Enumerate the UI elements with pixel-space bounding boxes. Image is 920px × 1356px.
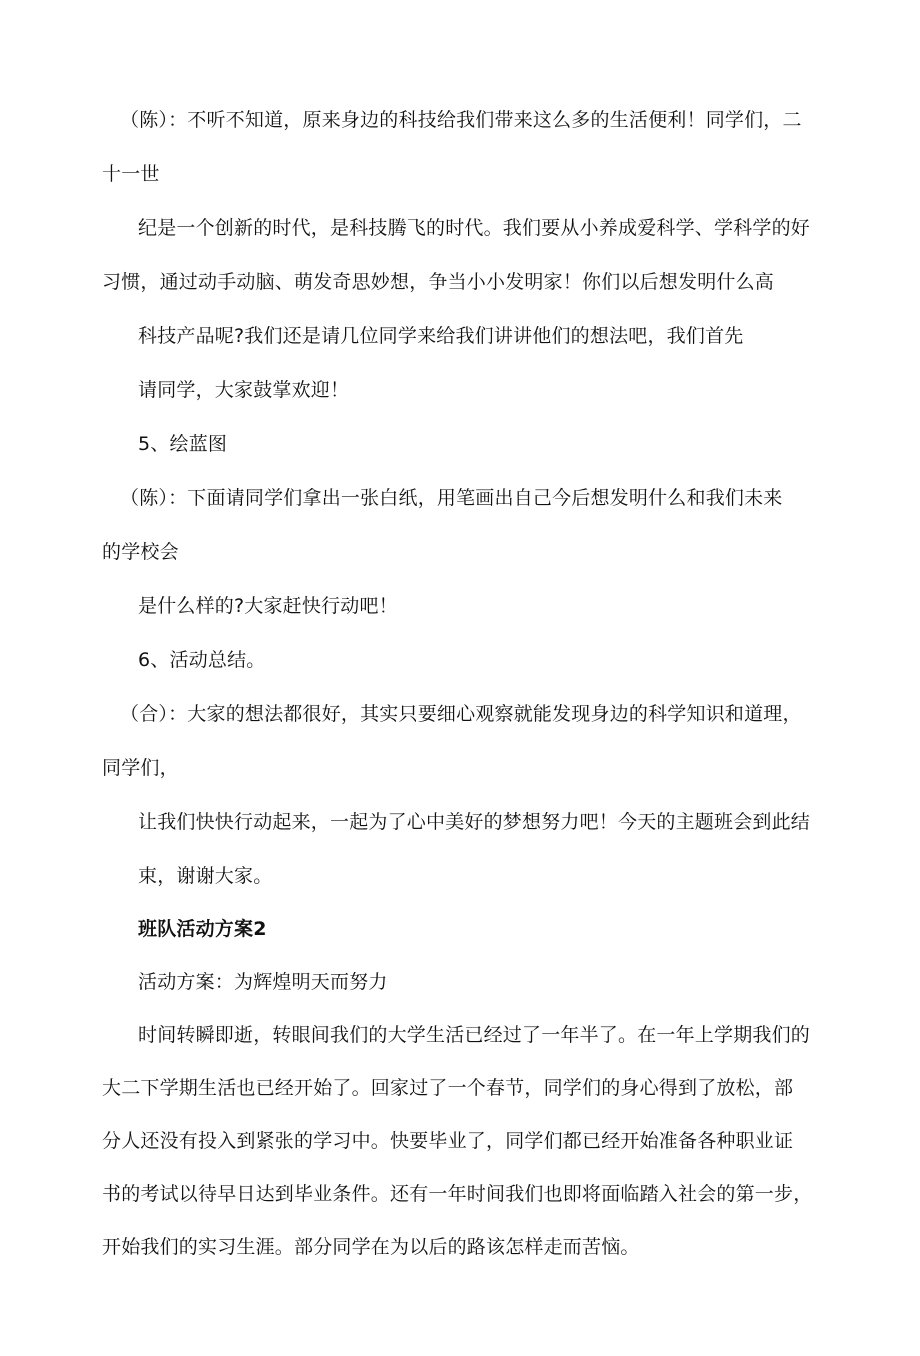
section-heading: 5、绘蓝图 xyxy=(138,433,228,455)
plan-title: 班队活动方案2 xyxy=(138,918,267,940)
text-line: 大二下学期生活也已经开始了。回家过了一个春节，同学们的身心得到了放松，部 xyxy=(102,1077,794,1099)
text-line: 请同学，大家鼓掌欢迎！ xyxy=(138,379,350,401)
text-line: 习惯，通过动手动脑、萌发奇思妙想，争当小小发明家！你们以后想发明什么高 xyxy=(102,271,775,293)
section-heading: 6、活动总结。 xyxy=(138,649,266,671)
text-line: 时间转瞬即逝，转眼间我们的大学生活已经过了一年半了。在一年上学期我们的 xyxy=(138,1024,811,1046)
text-line: 纪是一个创新的时代，是科技腾飞的时代。我们要从小养成爱科学、学科学的好 xyxy=(138,217,811,239)
text-line: 同学们， xyxy=(102,757,179,779)
text-line: 是什么样的?大家赶快行动吧！ xyxy=(138,595,398,617)
text-line: （合）：大家的想法都很好，其实只要细心观察就能发现身边的科学知识和道理， xyxy=(120,703,802,725)
text-line: （陈）：不听不知道，原来身边的科技给我们带来这么多的生活便利！同学们，二 xyxy=(120,109,802,131)
text-line: 书的考试以待早日达到毕业条件。还有一年时间我们也即将面临踏入社会的第一步， xyxy=(102,1183,813,1205)
plan-subtitle: 活动方案：为辉煌明天而努力 xyxy=(138,971,388,993)
text-line: 让我们快快行动起来，一起为了心中美好的梦想努力吧！今天的主题班会到此结 xyxy=(138,811,811,833)
text-line: 束，谢谢大家。 xyxy=(138,865,273,887)
text-line: （陈）：下面请同学们拿出一张白纸，用笔画出自己今后想发明什么和我们未来 xyxy=(120,487,783,509)
text-line: 科技产品呢?我们还是请几位同学来给我们讲讲他们的想法吧，我们首先 xyxy=(138,325,744,347)
text-line: 十一世 xyxy=(102,163,160,185)
text-line: 分人还没有投入到紧张的学习中。快要毕业了，同学们都已经开始准备各种职业证 xyxy=(102,1130,794,1152)
text-line: 开始我们的实习生涯。部分同学在为以后的路该怎样走而苦恼。 xyxy=(102,1236,640,1258)
text-line: 的学校会 xyxy=(102,541,179,563)
